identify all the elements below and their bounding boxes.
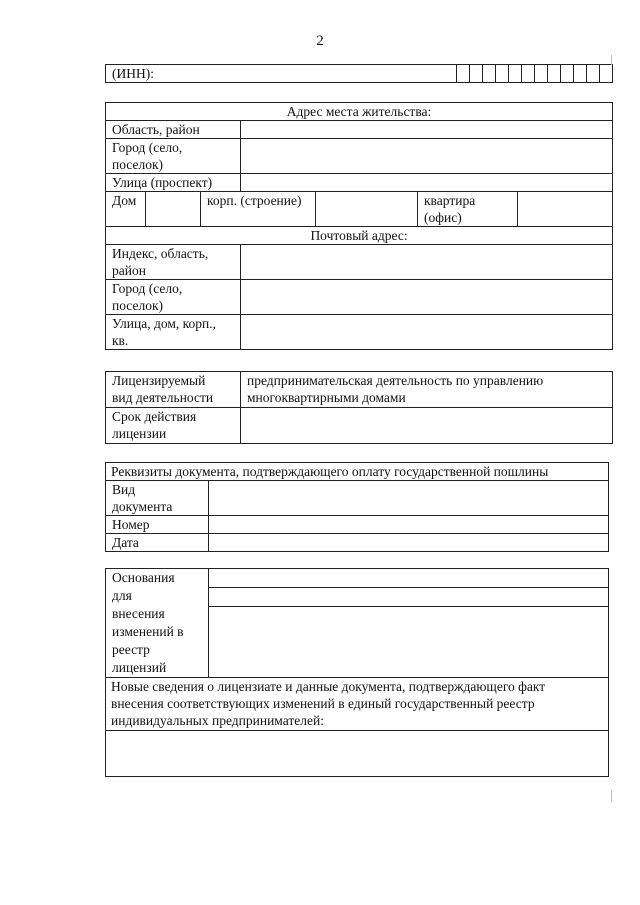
fee-date-field[interactable] — [209, 534, 609, 552]
residence-apartment-field[interactable] — [518, 192, 613, 227]
inn-digit-cell[interactable] — [561, 65, 574, 83]
inn-digit-cell[interactable] — [587, 65, 600, 83]
residence-street-field[interactable] — [241, 174, 613, 192]
inn-digit-cell[interactable] — [483, 65, 496, 83]
license-term-field[interactable] — [241, 408, 613, 444]
inn-digit-cell[interactable] — [509, 65, 522, 83]
scan-mark — [611, 790, 612, 802]
postal-city-field[interactable] — [241, 280, 613, 315]
postal-index-label: Индекс, область, район — [106, 245, 241, 280]
fee-number-label: Номер — [106, 516, 209, 534]
residence-region-label: Область, район — [106, 121, 241, 139]
postal-street-field[interactable] — [241, 315, 613, 350]
inn-digit-cell[interactable] — [470, 65, 483, 83]
fee-doc-type-label: Вид документа — [106, 481, 209, 516]
inn-digit-cell[interactable] — [535, 65, 548, 83]
address-table — [105, 102, 613, 350]
postal-index-field[interactable] — [241, 245, 613, 280]
inn-label: (ИНН): — [106, 65, 457, 83]
residence-title: Адрес места жительства: — [106, 103, 613, 121]
residence-house-label: Дом — [106, 192, 146, 227]
inn-table — [105, 64, 613, 83]
residence-house-field[interactable] — [146, 192, 201, 227]
page-number: 2 — [316, 33, 324, 49]
grounds-field-3[interactable] — [209, 607, 609, 678]
activity-label: Лицензируемый вид деятельности — [106, 372, 241, 408]
residence-apartment-label: квартира (офис) — [418, 192, 518, 227]
residence-building-field[interactable] — [316, 192, 418, 227]
grounds-field-2[interactable] — [209, 588, 609, 607]
inn-digit-cell[interactable] — [600, 65, 613, 83]
fee-date-label: Дата — [106, 534, 209, 552]
inn-digit-cell[interactable] — [522, 65, 535, 83]
residence-city-field[interactable] — [241, 139, 613, 174]
license-term-label: Срок действия лицензии — [106, 408, 241, 444]
inn-digit-cell[interactable] — [548, 65, 561, 83]
postal-street-label: Улица, дом, корп., кв. — [106, 315, 241, 350]
residence-region-field[interactable] — [241, 121, 613, 139]
fee-title: Реквизиты документа, подтверждающего оплату государственной пошлины — [106, 463, 609, 481]
residence-city-label: Город (село, поселок) — [106, 139, 241, 174]
scan-mark — [611, 55, 612, 65]
inn-digit-cell[interactable] — [496, 65, 509, 83]
postal-city-label: Город (село, поселок) — [106, 280, 241, 315]
grounds-label: Основания для внесения изменений в реестр лицензий — [106, 569, 209, 678]
grounds-field-1[interactable] — [209, 569, 609, 588]
grounds-table — [105, 568, 609, 777]
fee-doc-type-field[interactable] — [209, 481, 609, 516]
activity-value: предпринимательская деятельность по управлению многоквартирными домами — [241, 372, 613, 408]
new-info-label: Новые сведения о лицензиате и данные документа, подтверждающего факт внесения соответствующих изменений в единый государственный реестр индивидуальных предпринимателей: — [106, 678, 609, 731]
new-info-field[interactable] — [106, 731, 609, 777]
license-table — [105, 371, 613, 444]
postal-title: Почтовый адрес: — [106, 227, 613, 245]
fee-table — [105, 462, 609, 552]
inn-digit-cell[interactable] — [457, 65, 470, 83]
residence-building-label: корп. (строение) — [201, 192, 316, 227]
fee-number-field[interactable] — [209, 516, 609, 534]
inn-digit-cell[interactable] — [574, 65, 587, 83]
residence-street-label: Улица (проспект) — [106, 174, 241, 192]
